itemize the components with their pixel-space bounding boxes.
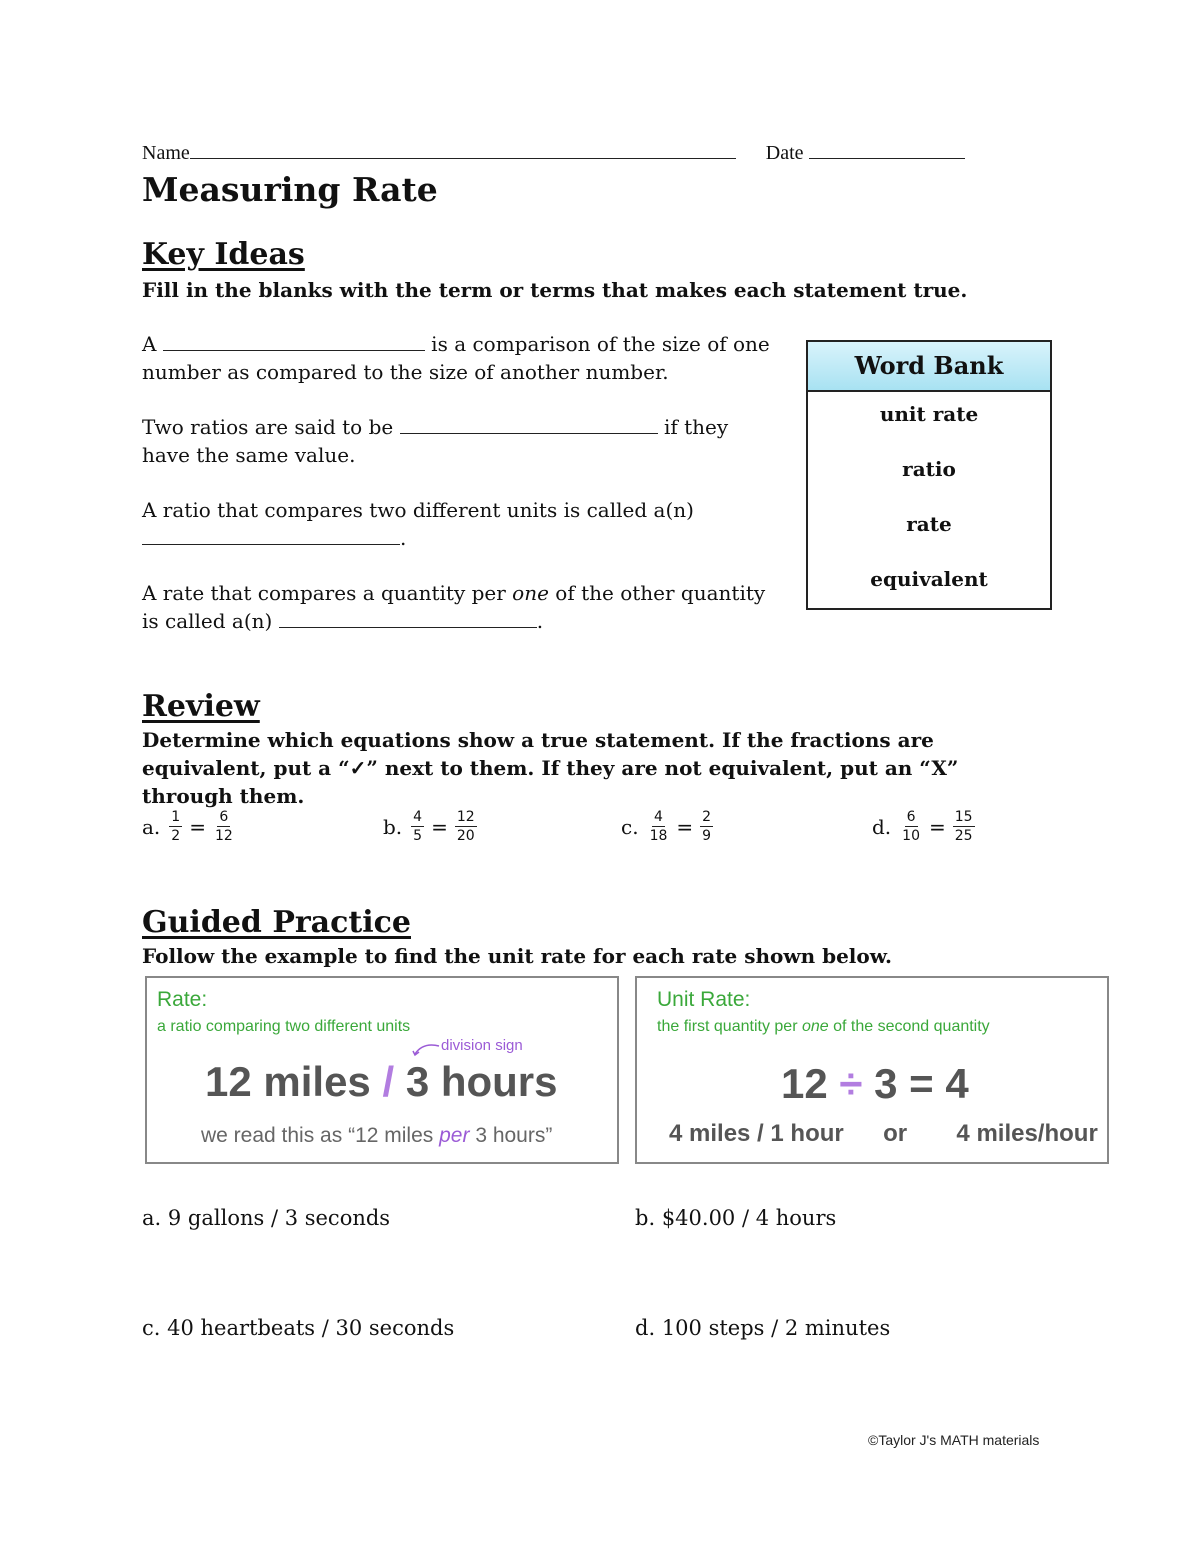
unit-rate-results <box>669 1120 1098 1148</box>
numerator: 6 <box>906 809 916 825</box>
practice-problem-c <box>142 1316 454 1340</box>
equation-label: d. <box>872 814 892 839</box>
review-heading: Review <box>142 689 260 724</box>
problem-text: 100 steps / 2 minutes <box>661 1316 891 1340</box>
practice-problem-b <box>635 1206 836 1230</box>
date-label: Date <box>765 142 804 164</box>
period: . <box>536 609 544 633</box>
guided-practice-heading: Guided Practice <box>142 905 411 940</box>
denominator: 9 <box>702 828 712 844</box>
word-bank-item: ratio <box>902 457 956 481</box>
practice-problem-a <box>142 1206 390 1230</box>
statement-1 <box>142 330 782 386</box>
word-bank-title: Word Bank <box>808 342 1050 392</box>
problem-label: d. <box>635 1316 656 1340</box>
problem-text: 9 gallons / 3 seconds <box>167 1206 391 1230</box>
fraction <box>213 808 235 845</box>
statement-4-b: of the other quantity is called a(n) <box>142 581 766 633</box>
unit-rate-expression <box>781 1060 969 1108</box>
equation-label: a. <box>142 814 161 839</box>
review-instruction: Determine which equations show a true statement. If the fractions are equivalent, put a “✓” next to them. If they are not equivalent, put an “X” through them. <box>142 728 959 808</box>
fraction <box>169 808 182 845</box>
statement-3-start: A ratio that compares two different units is called a(n) <box>142 498 694 522</box>
numerator: 1 <box>171 809 181 825</box>
denominator: 18 <box>649 828 668 844</box>
fraction <box>700 808 713 845</box>
rate-example-panel <box>145 976 619 1164</box>
rate-denominator: 3 hours <box>405 1058 558 1105</box>
guided-practice-instruction: Follow the example to find the unit rate for each rate shown below. <box>142 944 892 968</box>
unit-sub-one: one <box>801 1018 829 1035</box>
equals-sign: = <box>676 814 694 839</box>
fraction <box>900 808 922 845</box>
word-bank-item: equivalent <box>870 567 988 591</box>
numerator: 2 <box>702 809 712 825</box>
denominator: 2 <box>171 828 181 844</box>
division-icon: ÷ <box>839 1060 863 1107</box>
statement-2-end: if they have the same value. <box>142 415 729 467</box>
equation-label: b. <box>383 814 403 839</box>
rate-panel-sub: a ratio comparing two different units <box>157 1018 411 1035</box>
fraction <box>648 808 670 845</box>
key-ideas-instruction: Fill in the blanks with the term or terms that makes each statement true. <box>142 278 968 302</box>
unit-rate-example-panel <box>635 976 1109 1164</box>
curved-arrow-icon <box>411 1038 441 1058</box>
problem-text: $40.00 / 4 hours <box>661 1206 837 1230</box>
blank-4[interactable] <box>279 627 537 628</box>
unit-sub-b: of the second quantity <box>833 1018 990 1035</box>
reading-per: per <box>439 1124 470 1147</box>
statement-2-start: Two ratios are said to be <box>142 415 394 439</box>
rate-numerator: 12 miles <box>205 1058 371 1105</box>
reading-a: we read this as “12 miles <box>201 1124 434 1147</box>
or-word: or <box>883 1120 908 1147</box>
fraction <box>953 808 975 845</box>
statement-3 <box>142 496 782 552</box>
statement-4-one: one <box>512 581 549 605</box>
statement-4 <box>142 579 782 635</box>
problem-text: 40 heartbeats / 30 seconds <box>167 1316 455 1340</box>
numerator: 12 <box>456 809 475 825</box>
statement-4-a: A rate that compares a quantity per <box>142 581 506 605</box>
dividend: 12 <box>781 1060 828 1107</box>
name-label: Name <box>142 142 190 164</box>
denominator: 25 <box>954 828 973 844</box>
date-field[interactable] <box>809 158 965 159</box>
practice-problem-d <box>635 1316 890 1340</box>
numerator: 6 <box>219 809 229 825</box>
word-bank-item: rate <box>906 512 952 536</box>
copyright-footer: ©Taylor J's MATH materials <box>868 1432 1040 1448</box>
unit-rate-result-2: 4 miles/hour <box>956 1120 1098 1147</box>
equals-sign: = <box>929 814 946 839</box>
denominator: 20 <box>456 828 475 844</box>
divisor-result: 3 = 4 <box>874 1060 969 1107</box>
equation-label: c. <box>621 814 639 839</box>
word-bank-item: unit rate <box>879 402 979 426</box>
rate-reading <box>201 1124 552 1148</box>
statement-1-end: is a comparison of the size of one number as compared to the size of another number. <box>142 332 770 384</box>
denominator: 12 <box>214 828 233 844</box>
blank-3[interactable] <box>142 544 400 545</box>
problem-label: b. <box>635 1206 656 1230</box>
fraction <box>411 808 424 845</box>
equation-d[interactable] <box>872 808 978 845</box>
equals-sign: = <box>431 814 448 839</box>
equation-a[interactable] <box>142 808 238 845</box>
page-title: Measuring Rate <box>142 170 438 209</box>
equation-b[interactable] <box>383 808 480 845</box>
name-field[interactable] <box>190 158 736 159</box>
problem-label: a. <box>142 1206 162 1230</box>
numerator: 4 <box>654 809 663 825</box>
denominator: 5 <box>413 828 423 844</box>
numerator: 4 <box>413 809 423 825</box>
denominator: 10 <box>902 828 920 844</box>
unit-panel-title: Unit Rate: <box>657 988 751 1011</box>
rate-expression <box>205 1058 558 1106</box>
equals-sign: = <box>189 814 206 839</box>
unit-rate-result-1: 4 miles / 1 hour <box>669 1120 844 1147</box>
division-slash: / <box>382 1058 395 1105</box>
division-sign-annotation: division sign <box>441 1037 523 1054</box>
blank-2[interactable] <box>400 433 658 434</box>
fraction <box>455 808 477 845</box>
rate-panel-title: Rate: <box>157 988 208 1011</box>
statement-1-start: A <box>142 332 157 356</box>
numerator: 15 <box>954 809 973 825</box>
key-ideas-heading: Key Ideas <box>142 237 305 272</box>
reading-b: 3 hours” <box>475 1124 553 1147</box>
unit-sub-a: the first quantity per <box>657 1018 798 1035</box>
header-row <box>142 142 965 165</box>
statement-2 <box>142 413 782 469</box>
equation-c[interactable] <box>621 808 716 845</box>
unit-panel-sub <box>657 1018 990 1036</box>
period: . <box>400 526 407 550</box>
blank-1[interactable] <box>163 350 425 351</box>
problem-label: c. <box>142 1316 161 1340</box>
word-bank <box>806 340 1052 610</box>
